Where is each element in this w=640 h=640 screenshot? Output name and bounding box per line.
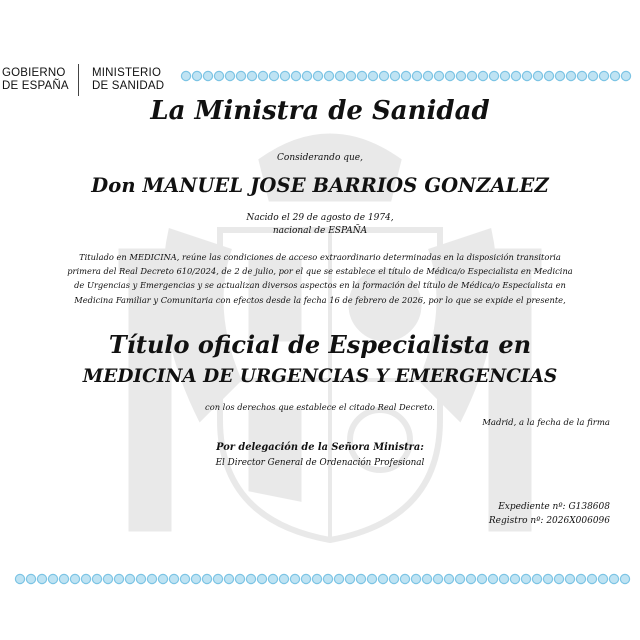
border-dot [345,574,354,583]
expediente-number: Expediente nº: G138608 [498,502,610,512]
bottom-dotted-border [14,573,640,585]
border-dot [489,71,498,80]
border-dot [192,71,201,80]
border-dot [37,574,46,583]
border-dot [533,71,542,80]
border-dot [368,71,377,80]
border-dot [510,574,519,583]
ministry-line-1: MINISTERIO [92,67,162,79]
border-dot [246,574,255,583]
border-dot [466,574,475,583]
border-dot [59,574,68,583]
border-dot [577,71,586,80]
border-dot [169,574,178,583]
border-dot [400,574,409,583]
border-dot [576,574,585,583]
border-dot [379,71,388,80]
border-dot [214,71,223,80]
border-dot [191,574,200,583]
border-dot [269,71,278,80]
border-dot [225,71,234,80]
border-dot [180,574,189,583]
border-dot [15,574,24,583]
recipient-name: Don MANUEL JOSE BARRIOS GONZALEZ [91,174,549,197]
border-dot [202,574,211,583]
border-dot [301,574,310,583]
issuer-title: La Ministra de Sanidad [150,96,490,126]
border-dot [158,574,167,583]
border-dot [566,71,575,80]
border-dot [444,574,453,583]
border-dot [378,574,387,583]
gobierno-logo [2,67,69,93]
signatory-title: El Director General de Ordenación Profesional [215,458,425,468]
border-dot [455,574,464,583]
border-dot [291,71,300,80]
specialty-name: MEDICINA DE URGENCIAS Y EMERGENCIAS [82,366,558,387]
border-dot [367,574,376,583]
border-dot [521,574,530,583]
border-dot [544,71,553,80]
border-dot [499,574,508,583]
border-dot [125,574,134,583]
border-dot [203,71,212,80]
border-dot [598,574,607,583]
border-dot [390,71,399,80]
border-dot [467,71,476,80]
border-dot [511,71,520,80]
place-date: Madrid, a la fecha de la firma [482,418,610,428]
certificate-body [44,250,596,307]
border-dot [136,574,145,583]
border-dot [554,574,563,583]
body-line-3: de Urgencias y Emergencias y se actualizan diversos aspectos en la formación del título de Médica/o Especialista en [74,280,566,291]
border-dot [433,574,442,583]
border-dot [500,71,509,80]
ministry-logo [92,67,164,93]
border-dot [422,574,431,583]
registro-number: Registro nº: 2026X006096 [488,516,610,526]
title-heading: Título oficial de Especialista en [108,330,532,359]
border-dot [346,71,355,80]
file-numbers [489,500,610,528]
border-dot [478,71,487,80]
birth-date: Nacido el 29 de agosto de 1974, [246,213,394,223]
delegation-text: Por delegación de la Señora Ministra: [216,442,424,453]
border-dot [423,71,432,80]
border-dot [532,574,541,583]
border-dot [610,71,619,80]
body-line-1: Titulado en MEDICINA, reúne las condiciones de acceso extraordinario determinadas en la disposición transitoria [79,252,561,262]
border-dot [434,71,443,80]
border-dot [621,71,630,80]
border-dot [70,574,79,583]
border-dot [334,574,343,583]
border-dot [488,574,497,583]
border-dot [302,71,311,80]
border-dot [543,574,552,583]
border-dot [26,574,35,583]
border-dot [280,71,289,80]
border-dot [213,574,222,583]
border-dot [257,574,266,583]
border-dot [236,71,245,80]
border-dot [290,574,299,583]
nationality: nacional de ESPAÑA [272,226,368,236]
birth-details [0,212,640,238]
border-dot [477,574,486,583]
border-dot [335,71,344,80]
border-dot [313,71,322,80]
border-dot [147,574,156,583]
gov-line-2: DE ESPAÑA [2,80,69,92]
ministry-line-2: DE SANIDAD [92,80,165,92]
border-dot [224,574,233,583]
border-dot [609,574,618,583]
border-dot [522,71,531,80]
border-dot [389,574,398,583]
border-dot [103,574,112,583]
top-dotted-border [180,70,640,82]
gov-line-1: GOBIERNO [2,67,66,79]
border-dot [357,71,366,80]
border-dot [235,574,244,583]
border-dot [587,574,596,583]
border-dot [92,574,101,583]
logo-divider [78,64,79,96]
border-dot [181,71,190,80]
body-line-2: primera del Real Decreto 610/2024, de 2 de julio, por el que se establece el título de Médica/o Especialista en Medicina [67,266,573,277]
border-dot [620,574,629,583]
border-dot [555,71,564,80]
border-dot [324,71,333,80]
border-dot [258,71,267,80]
border-dot [279,574,288,583]
considering-text: Considerando que, [277,153,363,163]
border-dot [412,71,421,80]
border-dot [268,574,277,583]
border-dot [323,574,332,583]
border-dot [411,574,420,583]
border-dot [565,574,574,583]
body-line-4: Medicina Familiar y Comunitaria con efectos desde la fecha 16 de febrero de 2026, por lo que se expide el presente, [74,294,566,305]
border-dot [247,71,256,80]
border-dot [114,574,123,583]
border-dot [48,574,57,583]
border-dot [312,574,321,583]
border-dot [81,574,90,583]
border-dot [401,71,410,80]
border-dot [356,574,365,583]
border-dot [445,71,454,80]
rights-text: con los derechos que establece el citado Real Decreto. [205,402,435,412]
border-dot [599,71,608,80]
border-dot [456,71,465,80]
border-dot [588,71,597,80]
